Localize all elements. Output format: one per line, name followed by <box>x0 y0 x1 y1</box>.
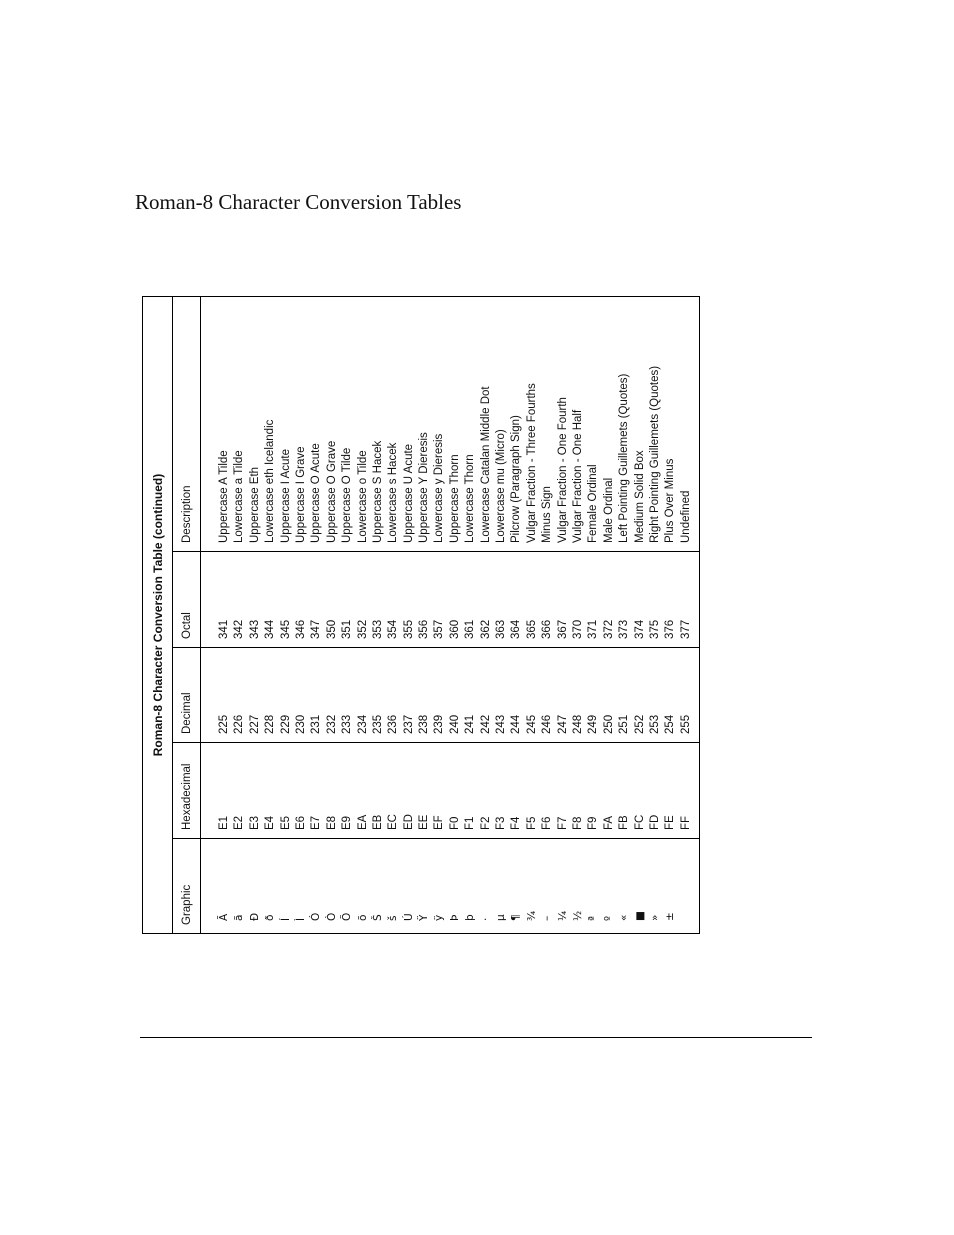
octal-cell: 370 <box>571 619 584 639</box>
description-cell: Medium Solid Box <box>633 450 646 543</box>
hex-cell: FF <box>679 815 692 830</box>
description-cell: Lowercase y Dieresis <box>433 433 446 543</box>
column-octal <box>201 551 700 647</box>
graphic-cell: – <box>541 915 554 921</box>
octal-cell: 356 <box>418 619 431 639</box>
description-cell: Lowercase s Hacek <box>387 442 400 543</box>
description-cell: Uppercase O Acute <box>310 443 323 543</box>
description-cell: Vulgar Fraction - Three Fourths <box>525 383 538 543</box>
octal-cell: 362 <box>479 619 492 639</box>
hex-cell: FB <box>618 815 631 830</box>
hex-cell: EB <box>371 814 384 830</box>
decimal-cell: 253 <box>648 714 661 734</box>
description-cell: Uppercase I Grave <box>294 446 307 543</box>
decimal-cell: 255 <box>679 714 692 734</box>
table-body <box>201 297 700 933</box>
graphic-cell: Ò <box>325 912 338 921</box>
graphic-cell: Ÿ <box>418 914 431 921</box>
graphic-cell: Ì <box>294 917 307 921</box>
hex-cell: F7 <box>556 816 569 830</box>
octal-cell: 376 <box>664 619 677 639</box>
hex-cell: F9 <box>587 816 600 830</box>
octal-cell: 374 <box>633 619 646 639</box>
hex-cell: FE <box>664 815 677 830</box>
hex-cell: EE <box>418 814 431 830</box>
octal-cell: 364 <box>510 619 523 639</box>
graphic-cell: ± <box>664 912 677 921</box>
decimal-cell: 240 <box>448 714 461 734</box>
hex-cell: F5 <box>525 816 538 830</box>
hex-cell: E9 <box>341 815 354 830</box>
octal-cell: 365 <box>525 619 538 639</box>
description-cell: Lowercase Thorn <box>464 454 477 543</box>
header-octal: Octal <box>173 551 200 647</box>
octal-cell: 366 <box>541 619 554 639</box>
description-cell: Uppercase Eth <box>248 466 261 543</box>
graphic-cell: º <box>602 916 615 921</box>
description-cell: Uppercase A Tilde <box>218 450 230 543</box>
hex-cell: E7 <box>310 815 323 830</box>
hex-cell: E3 <box>248 815 261 830</box>
description-cell: Vulgar Fraction - One Fourth <box>556 397 569 543</box>
octal-cell: 346 <box>294 619 307 639</box>
graphic-cell: Ó <box>310 912 323 921</box>
decimal-cell: 243 <box>495 714 508 734</box>
description-cell: Lowercase eth Icelandic <box>264 419 277 543</box>
graphic-cell: Š <box>371 914 384 921</box>
description-cell: Uppercase Thorn <box>448 454 461 543</box>
hex-cell: F8 <box>571 816 584 830</box>
octal-cell: 355 <box>402 619 415 639</box>
decimal-cell: 232 <box>325 714 338 734</box>
hex-cell: F4 <box>510 816 523 830</box>
description-cell: Vulgar Fraction - One Half <box>571 409 584 543</box>
hex-cell: FA <box>602 815 615 830</box>
octal-cell: 341 <box>218 619 230 639</box>
header-description: Description <box>180 485 193 543</box>
decimal-cell: 235 <box>371 714 384 734</box>
octal-cell: 371 <box>587 619 600 639</box>
octal-cell: 344 <box>264 619 277 639</box>
hex-cell: F1 <box>464 816 477 830</box>
description-cell: Pilcrow (Paragraph Sign) <box>510 415 523 543</box>
header-graphic: Graphic <box>173 838 200 933</box>
decimal-cell: 238 <box>418 714 431 734</box>
description-cell: Right Pointing Guillemets (Quotes) <box>648 365 661 543</box>
hex-cell: E8 <box>325 815 338 830</box>
graphic-cell: » <box>648 914 661 921</box>
description-cell: Uppercase S Hacek <box>371 440 384 543</box>
decimal-cell: 247 <box>556 714 569 734</box>
decimal-cell: 225 <box>218 714 230 734</box>
description-cell: Left Pointing Guillemets (Quotes) <box>618 373 631 543</box>
description-cell: Female Ordinal <box>587 464 600 543</box>
hex-cell: E1 <box>218 815 230 830</box>
graphic-cell: Ð <box>248 912 261 921</box>
column-decimal <box>201 647 700 742</box>
description-cell: Male Ordinal <box>602 477 615 543</box>
decimal-cell: 248 <box>571 714 584 734</box>
graphic-cell: Í <box>279 917 292 921</box>
column-graphic <box>201 838 700 933</box>
octal-cell: 352 <box>356 619 369 639</box>
graphic-cell: ¶ <box>510 914 523 921</box>
hex-cell: FC <box>633 814 646 830</box>
hex-cell: E2 <box>233 815 246 830</box>
decimal-cell: 242 <box>479 714 492 734</box>
graphic-cell <box>679 839 694 933</box>
graphic-cell: Õ <box>341 912 354 921</box>
octal-cell: 373 <box>618 619 631 639</box>
header-decimal: Decimal <box>173 647 200 742</box>
table-caption: Roman-8 Character Conversion Table (continued) <box>143 297 173 933</box>
graphic-cell: Þ <box>448 914 461 921</box>
hex-cell: F0 <box>448 816 461 830</box>
conversion-table <box>142 296 700 934</box>
octal-cell: 345 <box>279 619 292 639</box>
octal-cell: 353 <box>371 619 384 639</box>
header-hexadecimal: Hexadecimal <box>173 742 200 838</box>
hex-cell: EF <box>433 815 446 830</box>
graphic-cell: õ <box>356 914 369 921</box>
octal-cell: 347 <box>310 619 323 639</box>
octal-cell: 367 <box>556 619 569 639</box>
hex-cell: EA <box>356 814 369 830</box>
graphic-cell: ½ <box>571 910 584 921</box>
decimal-cell: 246 <box>541 714 554 734</box>
conversion-table-rotated <box>142 296 700 934</box>
graphic-cell: ■ <box>633 911 646 921</box>
octal-cell: 372 <box>602 619 615 639</box>
octal-cell: 354 <box>387 619 400 639</box>
hex-cell: E6 <box>294 815 307 830</box>
graphic-cell: Ã <box>218 913 230 921</box>
hex-cell: FD <box>648 814 661 830</box>
decimal-cell: 227 <box>248 714 261 734</box>
octal-cell: 357 <box>433 619 446 639</box>
graphic-cell: ÿ <box>433 914 446 921</box>
description-cell: Uppercase O Grave <box>325 440 338 543</box>
decimal-cell: 226 <box>233 714 246 734</box>
graphic-cell: þ <box>464 914 477 921</box>
footer-rule <box>140 1037 812 1038</box>
decimal-cell: 239 <box>433 714 446 734</box>
decimal-cell: 241 <box>464 714 477 734</box>
octal-cell: 363 <box>495 619 508 639</box>
graphic-cell: « <box>618 914 631 921</box>
octal-cell: 342 <box>233 619 246 639</box>
decimal-cell: 230 <box>294 714 307 734</box>
description-cell: Minus Sign <box>541 486 554 543</box>
decimal-cell: 251 <box>618 714 631 734</box>
description-cell: Lowercase a Tilde <box>233 450 246 543</box>
column-hexadecimal <box>201 742 700 838</box>
graphic-cell: ð <box>264 914 277 921</box>
hex-cell: E5 <box>279 815 292 830</box>
hex-cell: F3 <box>495 816 508 830</box>
decimal-cell: 244 <box>510 714 523 734</box>
decimal-cell: 237 <box>402 714 415 734</box>
octal-cell: 377 <box>679 619 692 639</box>
table-header-row <box>173 297 201 933</box>
hex-cell: F2 <box>479 816 492 830</box>
graphic-cell: µ <box>495 914 508 921</box>
decimal-cell: 236 <box>387 714 400 734</box>
graphic-cell: ª <box>587 916 600 921</box>
decimal-cell: 245 <box>525 714 538 734</box>
description-cell: Uppercase Y Dieresis <box>418 432 431 543</box>
decimal-cell: 233 <box>341 714 354 734</box>
description-cell: Uppercase O Tilde <box>341 447 354 543</box>
graphic-cell: ã <box>233 914 246 921</box>
graphic-cell: · <box>479 917 492 921</box>
decimal-cell: 231 <box>310 714 323 734</box>
octal-cell: 351 <box>341 619 354 639</box>
decimal-cell: 254 <box>664 714 677 734</box>
hex-cell: ED <box>402 814 415 830</box>
graphic-cell: š <box>387 915 400 921</box>
description-cell: Uppercase I Acute <box>279 449 292 543</box>
description-cell: Plus Over Minus <box>664 458 677 543</box>
graphic-cell: Ú <box>402 913 415 921</box>
hex-cell: EC <box>387 814 400 830</box>
description-cell: Lowercase mu (Micro) <box>495 429 508 543</box>
description-cell: Lowercase o Tilde <box>356 450 369 543</box>
octal-cell: 375 <box>648 619 661 639</box>
decimal-cell: 250 <box>602 714 615 734</box>
octal-cell: 360 <box>448 619 461 639</box>
decimal-cell: 249 <box>587 714 600 734</box>
graphic-cell: ¾ <box>525 910 538 921</box>
decimal-cell: 228 <box>264 714 277 734</box>
hex-cell: E4 <box>264 815 277 830</box>
description-cell: Uppercase U Acute <box>402 443 415 543</box>
decimal-cell: 234 <box>356 714 369 734</box>
octal-cell: 350 <box>325 619 338 639</box>
decimal-cell: 229 <box>279 714 292 734</box>
hex-cell: F6 <box>541 816 554 830</box>
page-heading: Roman-8 Character Conversion Tables <box>135 190 462 214</box>
column-description <box>201 296 700 551</box>
octal-cell: 361 <box>464 619 477 639</box>
description-cell: Lowercase Catalan Middle Dot <box>479 386 492 543</box>
graphic-cell: ¼ <box>556 910 569 921</box>
octal-cell: 343 <box>248 619 261 639</box>
decimal-cell: 252 <box>633 714 646 734</box>
description-cell: Undefined <box>679 490 692 543</box>
